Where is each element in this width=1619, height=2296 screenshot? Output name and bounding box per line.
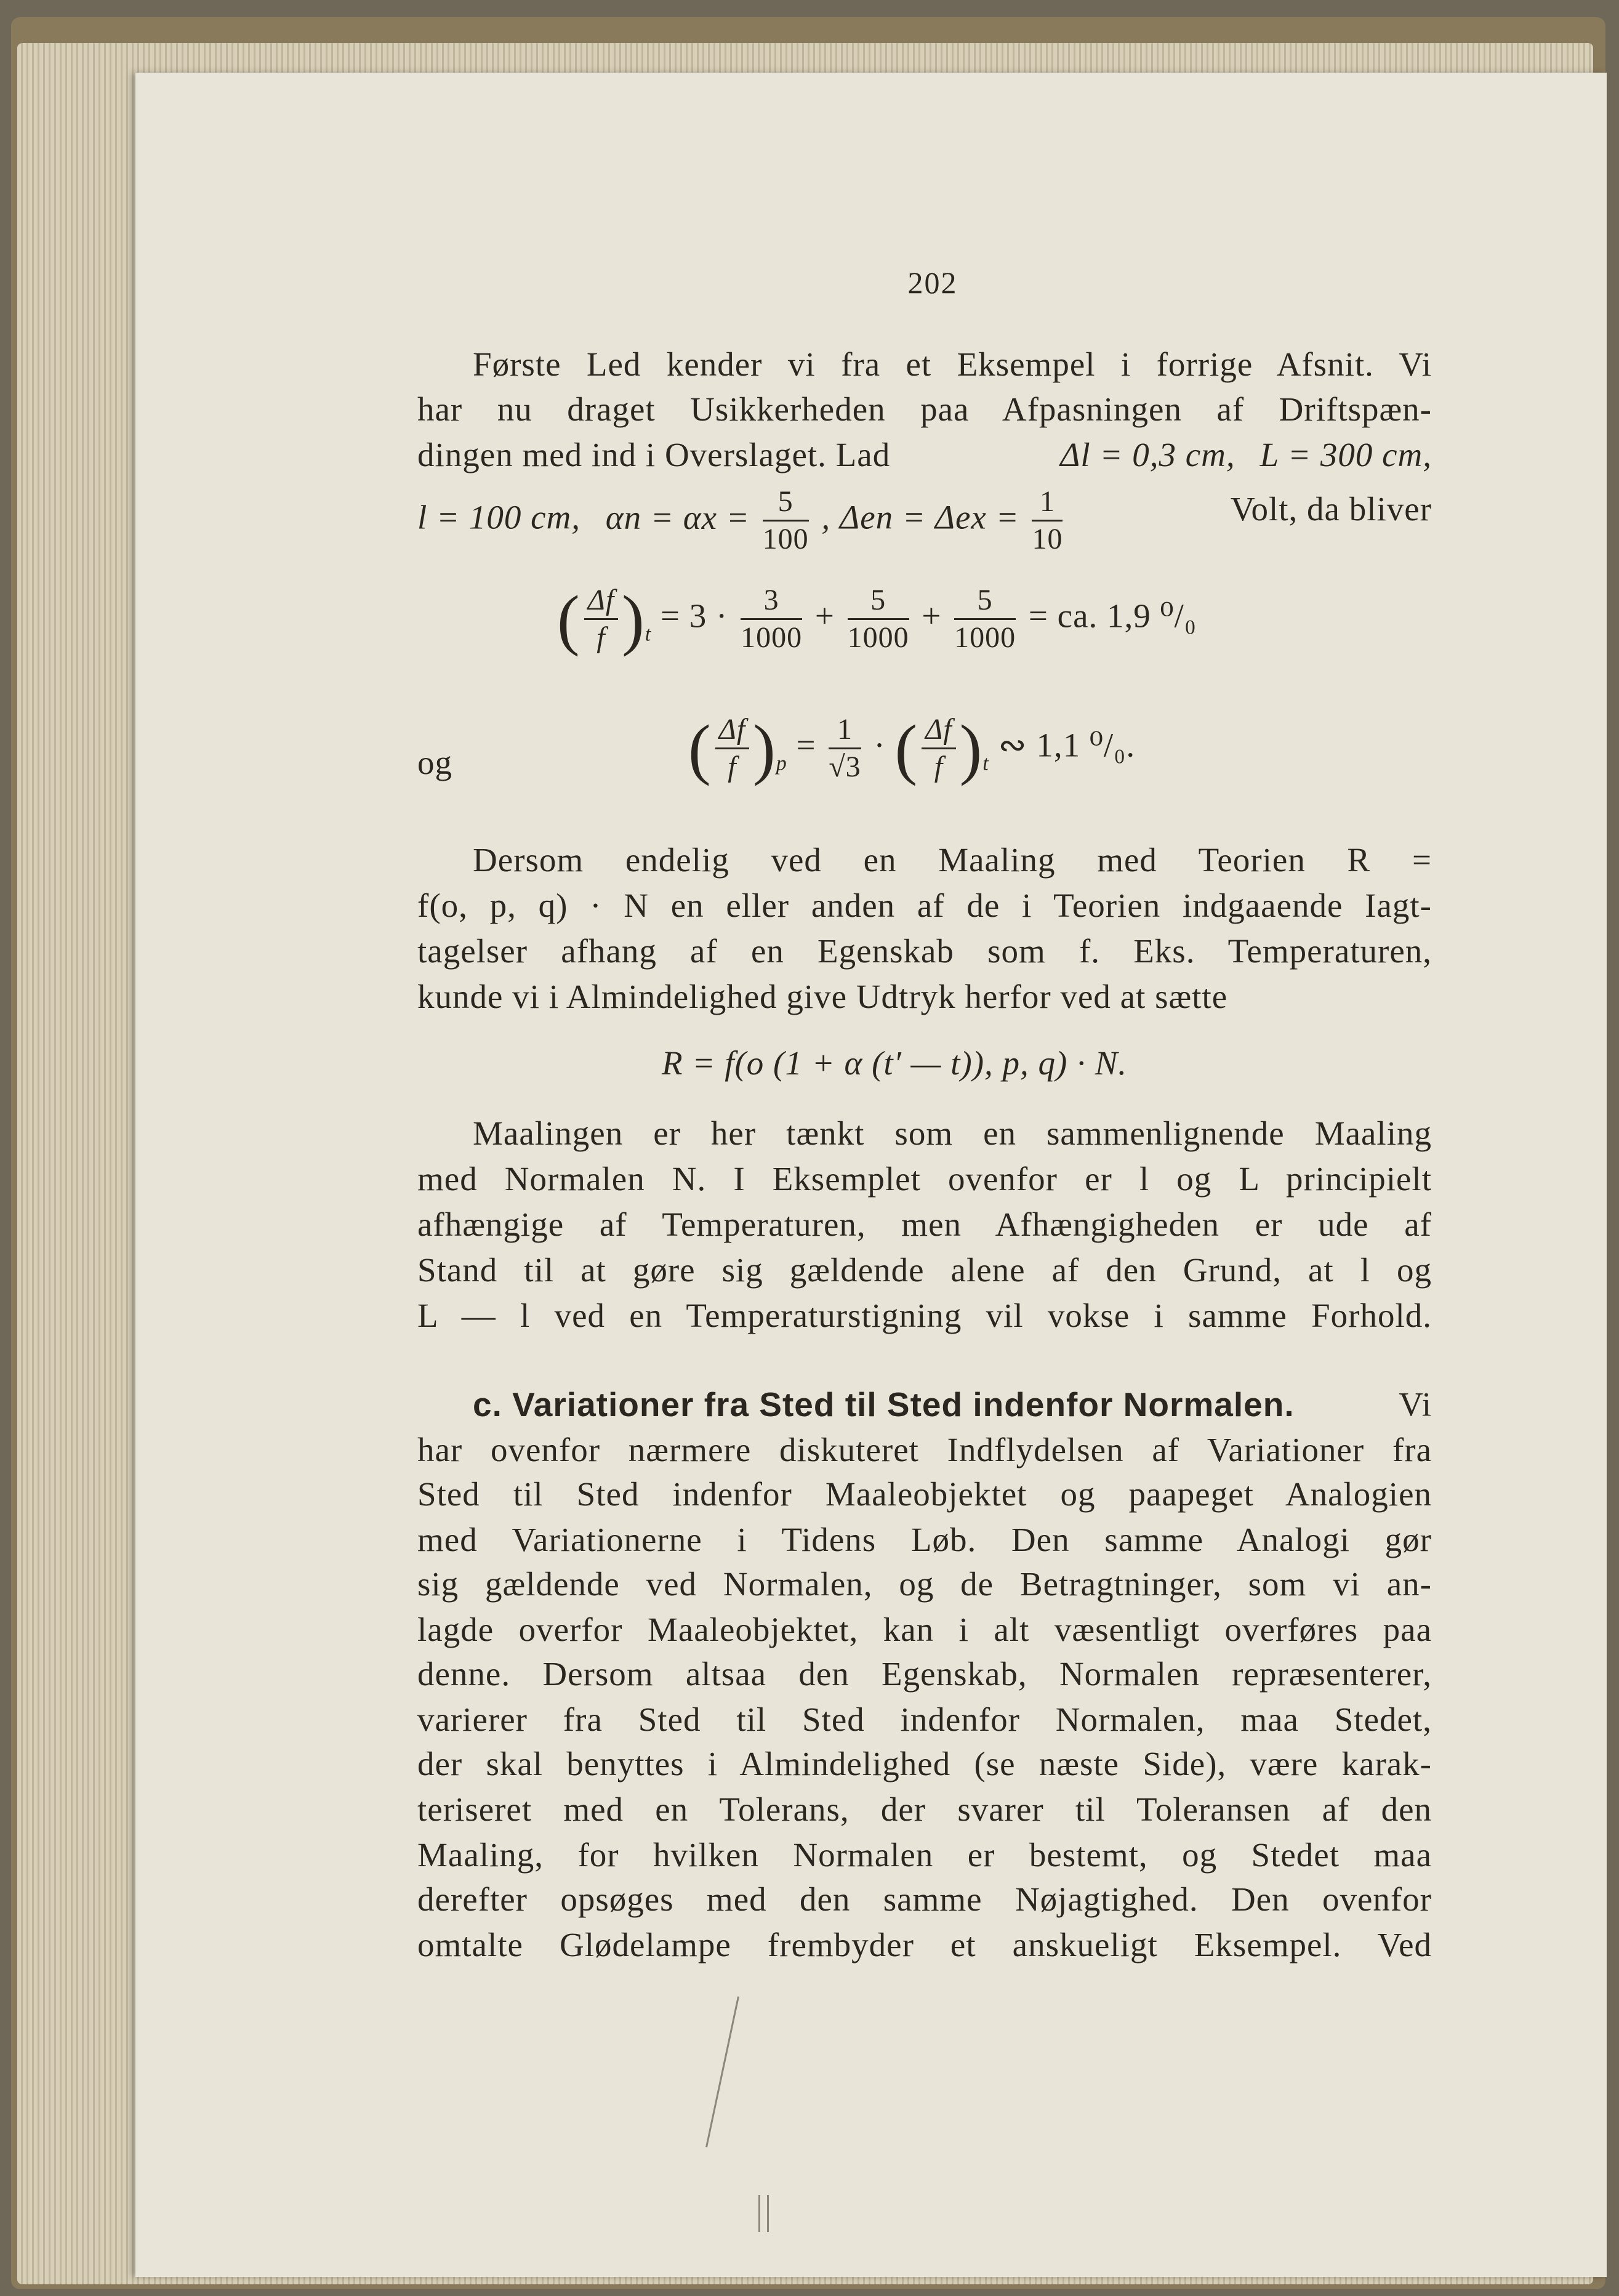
fraction-numerator: Δf xyxy=(922,714,956,749)
text-line: denne. Dersom altsaa den Egenskab, Normalen repræsenterer, xyxy=(417,1655,1432,1693)
text-line: derefter opsøges med den samme Nøjagtighed. Den ovenfor xyxy=(417,1880,1432,1918)
text-fragment: · xyxy=(874,726,886,764)
text-fragment: L = 300 cm, xyxy=(1259,436,1432,473)
fraction xyxy=(954,585,1016,654)
fraction xyxy=(848,585,909,654)
fraction-denominator: 100 xyxy=(762,523,809,556)
subscript: t xyxy=(645,622,652,646)
section-heading-line xyxy=(473,1382,1432,1427)
fraction-denominator: f xyxy=(934,751,944,784)
fraction-denominator: f xyxy=(597,621,606,655)
right-paren: ) xyxy=(622,581,645,657)
fraction-denominator: 10 xyxy=(1032,523,1063,556)
fraction-denominator: 1000 xyxy=(954,621,1016,655)
text-fragment: , Δen = Δex = xyxy=(821,498,1019,536)
fraction-denominator: 1000 xyxy=(847,621,909,655)
text-line: Første Led kender vi fra et Eksempel i forrige Afsnit. Vi xyxy=(473,345,1432,383)
text-line: L — l ved en Temperaturstigning vil vokse i samme Forhold. xyxy=(417,1297,1432,1334)
left-paren: ( xyxy=(557,581,581,657)
text-line: f(o, p, q) · N en eller anden af de i Teorien indgaaende Iagt- xyxy=(417,887,1432,924)
equation-2 xyxy=(688,711,1136,787)
text-line: afhængige af Temperaturen, men Afhængigheden er ude af xyxy=(417,1206,1432,1243)
right-paren: ) xyxy=(753,711,776,786)
text-line: med Variationerne i Tidens Løb. Den samme Analogi gør xyxy=(417,1521,1432,1558)
text-line: lagde overfor Maaleobjektet, kan i alt væsentligt overføres paa xyxy=(417,1611,1432,1648)
fraction-numerator: 3 xyxy=(741,585,802,620)
fraction-numerator: 5 xyxy=(763,486,809,522)
text-fragment: ∾ 1,1 ⁰/₀. xyxy=(998,726,1136,764)
text-line: kunde vi i Almindelighed give Udtryk herfor ved at sætte xyxy=(417,978,1228,1015)
fraction-numerator: 1 xyxy=(829,714,861,749)
text-line: Maaling, for hvilken Normalen er bestemt, og Stedet maa xyxy=(417,1836,1432,1874)
pencil-mark xyxy=(758,2195,760,2232)
text-line xyxy=(417,432,1432,478)
og-label: og xyxy=(417,744,452,781)
left-paren: ( xyxy=(894,711,918,786)
text-fragment: Volt, da bliver xyxy=(1230,490,1432,528)
text-line: med Normalen N. I Eksemplet ovenfor er l og L principielt xyxy=(417,1160,1432,1198)
section-heading: c. Variationer fra Sted til Sted indenfor Normalen. xyxy=(473,1385,1295,1424)
text-line: Dersom endelig ved en Maaling med Teorien R = xyxy=(473,841,1432,879)
right-paren: ) xyxy=(959,711,983,786)
text-fragment: Vi xyxy=(1399,1385,1432,1423)
fraction xyxy=(584,585,619,654)
fraction-numerator: Δf xyxy=(715,714,750,749)
text-line: har nu draget Usikkerheden paa Afpasningen af Driftspæn- xyxy=(417,390,1432,428)
text-line: sig gældende ved Normalen, og de Betragtninger, som vi an- xyxy=(417,1565,1432,1603)
fraction-denominator: f xyxy=(728,751,737,784)
fraction xyxy=(763,486,809,555)
pencil-mark xyxy=(767,2195,769,2232)
page-number: 202 xyxy=(907,265,958,300)
text-fragment: = xyxy=(796,726,816,764)
left-paren: ( xyxy=(688,711,712,786)
fraction-numerator: 5 xyxy=(954,585,1016,620)
fraction xyxy=(741,585,802,654)
text-line: der skal benyttes i Almindelighed (se næste Side), være karak- xyxy=(417,1745,1432,1782)
text-line: Maalingen er her tænkt som en sammenlignende Maaling xyxy=(473,1114,1432,1152)
text-fragment: l = 100 cm, xyxy=(417,498,581,536)
fraction-denominator: √3 xyxy=(829,751,861,784)
inline-equation-line xyxy=(417,486,1432,555)
text-fragment: Δl = 0,3 cm, xyxy=(1060,436,1235,473)
fraction-numerator: 1 xyxy=(1032,486,1063,522)
text-line: har ovenfor nærmere diskuteret Indflydelsen af Variationer fra xyxy=(417,1431,1432,1468)
text-line: tagelser afhang af en Egenskab som f. Eks. Temperaturen, xyxy=(417,932,1432,970)
text-line: omtalte Glødelampe frembyder et anskueligt Eksempel. Ved xyxy=(417,1926,1432,1964)
fraction xyxy=(829,714,861,783)
text-fragment: = ca. 1,9 ⁰/₀ xyxy=(1028,597,1197,635)
fraction-numerator: Δf xyxy=(584,585,619,620)
subscript: t xyxy=(982,752,989,775)
text-line: Sted til Sted indenfor Maaleobjektet og paapeget Analogien xyxy=(417,1475,1432,1513)
fraction-denominator: 1000 xyxy=(741,621,803,655)
fraction xyxy=(1032,486,1063,555)
subscript: p xyxy=(776,752,787,775)
fraction xyxy=(922,714,956,783)
text-fragment: = 3 · xyxy=(661,597,728,635)
text-line: Stand til at gøre sig gældende alene af den Grund, at l og xyxy=(417,1251,1432,1289)
text-line: teriseret med en Tolerans, der svarer til Toleransen af den xyxy=(417,1790,1432,1828)
equation-3: R = f(o (1 + α (t′ — t)), p, q) · N. xyxy=(662,1044,1128,1082)
text-fragment: dingen med ind i Overslaget. Lad xyxy=(417,436,891,473)
text-fragment: αn = αx = xyxy=(605,498,750,536)
fraction-numerator: 5 xyxy=(848,585,909,620)
text-line: varierer fra Sted til Sted indenfor Normalen, maa Stedet, xyxy=(417,1701,1432,1738)
equation-1: ( $\frac{\Delta f}{f}$ )$_t = 3$ · $\frac{3}{1000}$ + $\frac{5}{1000}$ + $\frac{5}{1000}$ = ca. 1,9 ⁰/₀ xyxy=(557,581,1197,657)
fraction xyxy=(715,714,750,783)
